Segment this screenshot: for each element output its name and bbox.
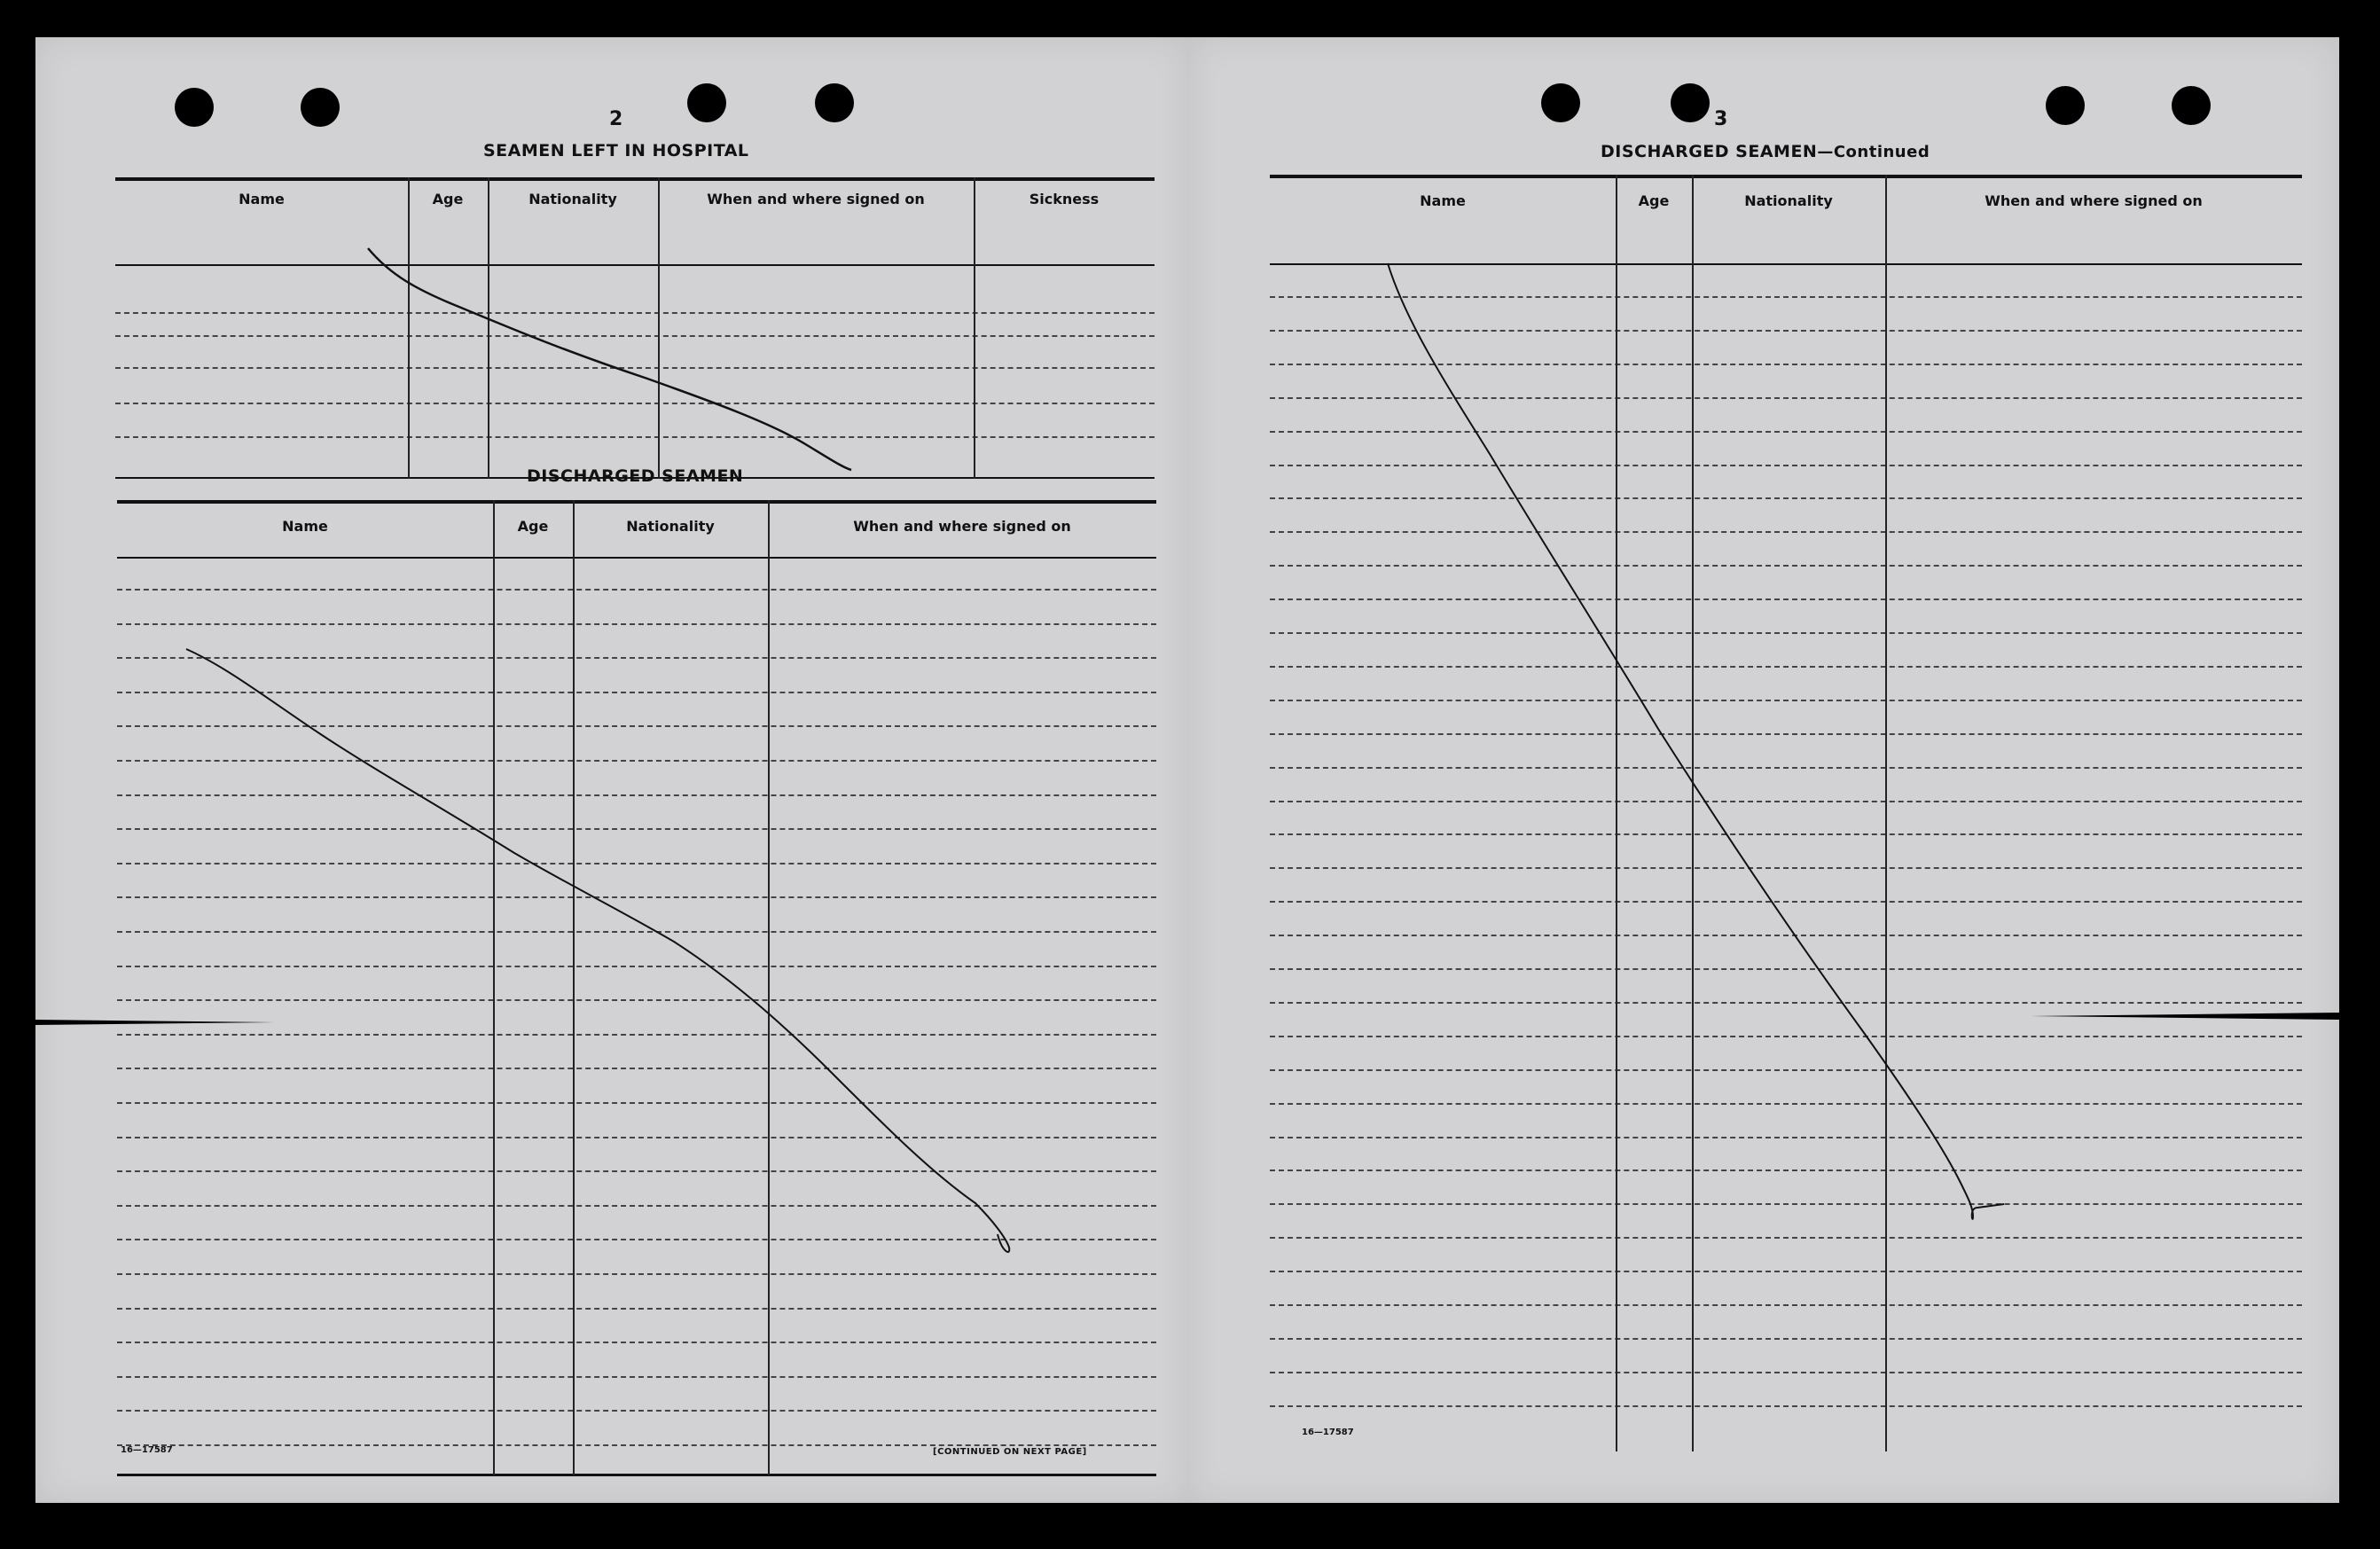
- table-row: [1270, 1372, 2302, 1373]
- table-row: [1270, 1338, 2302, 1340]
- punch-hole: [301, 88, 340, 127]
- column-divider: [1885, 175, 1887, 1451]
- table-top-rule: [1270, 175, 2302, 178]
- table-row: [1270, 632, 2302, 634]
- column-header-signed-on: When and where signed on: [1985, 192, 2203, 209]
- table-row: [1270, 1069, 2302, 1071]
- punch-hole: [1671, 83, 1710, 122]
- table-bottom-rule: [117, 1474, 1156, 1476]
- form-number: 16—17587: [1302, 1428, 1354, 1437]
- column-header-age: Age: [517, 518, 549, 535]
- column-divider: [573, 500, 575, 1475]
- table-row: [115, 335, 1155, 337]
- table-row: [117, 589, 1156, 591]
- table-row: [117, 692, 1156, 693]
- table-row: [117, 931, 1156, 933]
- table-row: [1270, 666, 2302, 668]
- table-row: [1270, 1304, 2302, 1306]
- column-header-age: Age: [432, 191, 464, 207]
- page-number: 2: [609, 108, 623, 130]
- table-row: [1270, 1103, 2302, 1105]
- table-row: [1270, 935, 2302, 936]
- table-row: [117, 1034, 1156, 1036]
- table-row: [1270, 1405, 2302, 1407]
- discharged-continued-title: [1601, 142, 1930, 161]
- table-row: [1270, 598, 2302, 600]
- table-row: [117, 1273, 1156, 1275]
- column-divider: [768, 500, 770, 1475]
- table-row: [117, 1205, 1156, 1207]
- table-row: [117, 1376, 1156, 1378]
- column-header-nationality: Nationality: [626, 518, 715, 535]
- table-row: [1270, 531, 2302, 533]
- column-divider: [408, 177, 410, 479]
- table-row: [117, 828, 1156, 830]
- column-divider: [658, 177, 660, 479]
- table-row: [1270, 1203, 2302, 1205]
- column-divider: [1616, 175, 1617, 1451]
- table-row: [117, 1137, 1156, 1138]
- table-row: [1270, 431, 2302, 433]
- column-header-signed-on: When and where signed on: [707, 191, 925, 207]
- table-row: [1270, 1170, 2302, 1171]
- punch-hole: [815, 83, 854, 122]
- table-row: [1270, 1137, 2302, 1138]
- form-number: 16—17587: [121, 1445, 173, 1455]
- table-row: [1270, 465, 2302, 466]
- punch-hole: [1541, 83, 1580, 122]
- table-row: [1270, 700, 2302, 701]
- punch-hole: [175, 88, 214, 127]
- table-row: [117, 760, 1156, 762]
- column-header-sickness: Sickness: [1029, 191, 1100, 207]
- column-divider: [488, 177, 489, 479]
- table-row: [117, 896, 1156, 898]
- table-row: [1270, 1271, 2302, 1272]
- table-row: [117, 1102, 1156, 1104]
- hospital-section-title: SEAMEN LEFT IN HOSPITAL: [483, 141, 749, 160]
- table-row: [115, 367, 1155, 369]
- discharged-table: [117, 500, 1156, 1483]
- table-row: [117, 1410, 1156, 1412]
- header-rule: [115, 264, 1155, 266]
- punch-hole: [2172, 86, 2211, 125]
- table-row: [1270, 1002, 2302, 1004]
- punch-hole: [2046, 86, 2085, 125]
- table-row: [1270, 397, 2302, 399]
- table-row: [1270, 1036, 2302, 1037]
- table-row: [117, 1239, 1156, 1240]
- table-row: [117, 1308, 1156, 1310]
- right-page: [1188, 37, 2339, 1503]
- table-row: [115, 436, 1155, 438]
- table-row: [115, 312, 1155, 314]
- table-row: [1270, 296, 2302, 298]
- column-divider: [974, 177, 975, 479]
- header-rule: [1270, 263, 2302, 265]
- column-divider: [1692, 175, 1694, 1451]
- table-row: [117, 966, 1156, 967]
- table-row: [1270, 833, 2302, 835]
- table-row: [117, 794, 1156, 796]
- hospital-table: [115, 177, 1155, 482]
- table-row: [1270, 330, 2302, 332]
- column-header-name: Name: [1420, 192, 1466, 209]
- continued-note: [CONTINUED ON NEXT PAGE]: [933, 1447, 1087, 1457]
- table-row: [1270, 497, 2302, 499]
- section-title-main: DISCHARGED SEAMEN: [1601, 142, 1818, 161]
- column-header-age: Age: [1638, 192, 1670, 209]
- table-row: [117, 863, 1156, 864]
- discharged-section-title: DISCHARGED SEAMEN: [527, 466, 744, 486]
- table-row: [117, 999, 1156, 1001]
- table-row: [115, 403, 1155, 404]
- column-header-signed-on: When and where signed on: [853, 518, 1071, 535]
- section-title-suffix: —Continued: [1817, 143, 1930, 161]
- table-row: [117, 1342, 1156, 1343]
- table-row: [1270, 767, 2302, 769]
- table-row: [1270, 968, 2302, 970]
- table-row: [117, 725, 1156, 727]
- column-header-nationality: Nationality: [1744, 192, 1833, 209]
- table-row: [1270, 867, 2302, 869]
- table-row: [117, 1068, 1156, 1069]
- table-row: [1270, 565, 2302, 567]
- page-number: 3: [1714, 108, 1728, 130]
- column-header-name: Name: [282, 518, 328, 535]
- table-row: [117, 657, 1156, 659]
- table-top-rule: [117, 500, 1156, 504]
- column-divider: [493, 500, 495, 1475]
- discharged-table: [1270, 175, 2302, 1469]
- column-header-nationality: Nationality: [528, 191, 617, 207]
- table-row: [1270, 901, 2302, 903]
- table-row: [1270, 733, 2302, 735]
- punch-hole: [687, 83, 726, 122]
- column-header-name: Name: [239, 191, 285, 207]
- table-row: [1270, 1237, 2302, 1239]
- header-rule: [117, 557, 1156, 559]
- table-row: [117, 1170, 1156, 1172]
- table-row: [1270, 364, 2302, 365]
- left-page: [35, 37, 1188, 1503]
- table-row: [1270, 801, 2302, 802]
- table-row: [117, 623, 1156, 625]
- table-top-rule: [115, 177, 1155, 181]
- table-row: [117, 1444, 1156, 1446]
